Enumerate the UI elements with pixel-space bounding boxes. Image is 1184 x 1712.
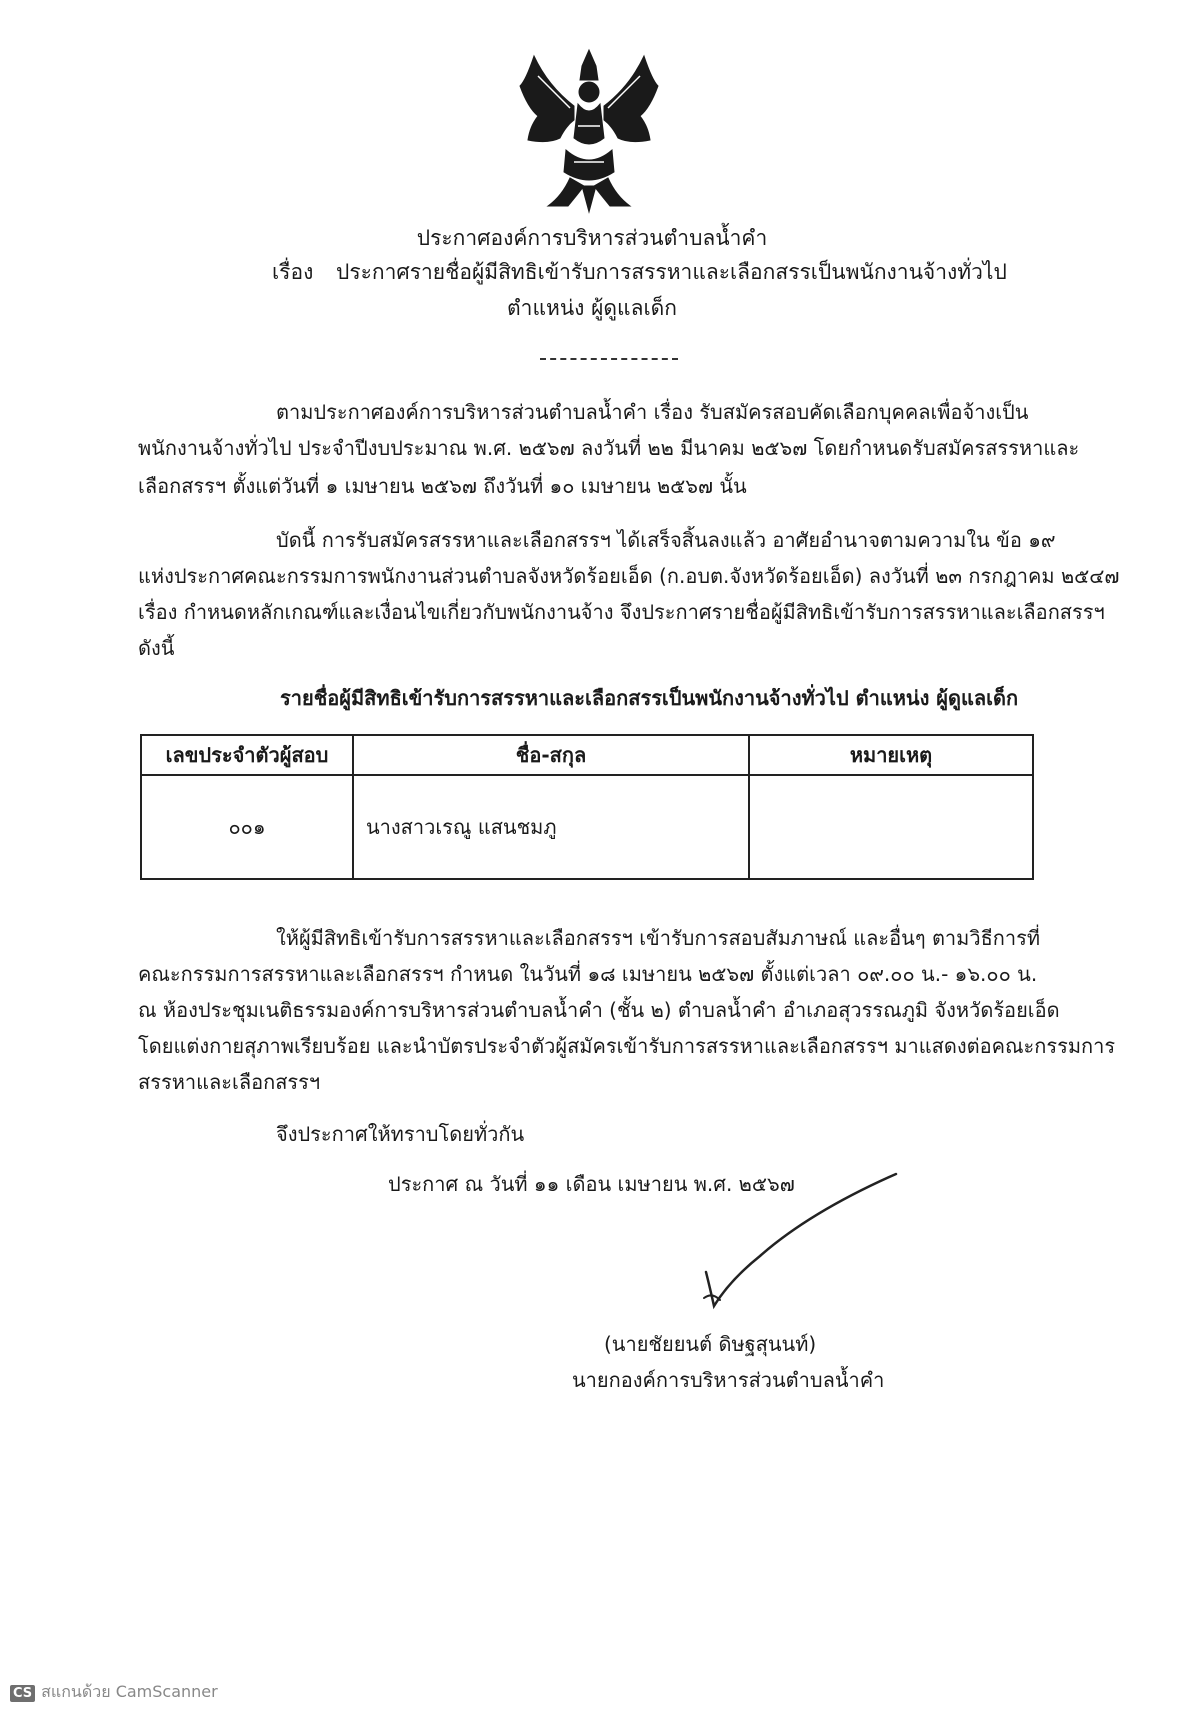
separator-line — [540, 358, 678, 360]
header-exam-id: เลขประจำตัวผู้สอบ — [141, 735, 353, 775]
header-remark: หมายเหตุ — [749, 735, 1033, 775]
paragraph-2-line-4: ดังนี้ — [138, 636, 175, 660]
paragraph-2-line-1: บัดนี้ การรับสมัครสรรหาและเลือกสรรฯ ได้เสร็จสิ้นลงแล้ว อาศัยอำนาจตามความใน ข้อ ๑๙ — [276, 528, 1056, 552]
subject-text: ประกาศรายชื่อผู้มีสิทธิเข้ารับการสรรหาและเลือกสรรเป็นพนักงานจ้างทั่วไป — [336, 260, 1007, 284]
paragraph-3-line-1: ให้ผู้มีสิทธิเข้ารับการสรรหาและเลือกสรรฯ เข้ารับการสอบสัมภาษณ์ และอื่นๆ ตามวิธีการที่ — [276, 926, 1041, 950]
header-full-name: ชื่อ-สกุล — [353, 735, 749, 775]
paragraph-2-line-3: เรื่อง กำหนดหลักเกณฑ์และเงื่อนไขเกี่ยวกับพนักงานจ้าง จึงประกาศรายชื่อผู้มีสิทธิเข้ารับการสรรหาและเลือกสรรฯ — [138, 600, 1105, 624]
handwritten-signature-icon — [690, 1160, 920, 1320]
paragraph-1-line-1: ตามประกาศองค์การบริหารส่วนตำบลน้ำคำ เรื่อง รับสมัครสอบคัดเลือกบุคคลเพื่อจ้างเป็น — [276, 400, 1029, 424]
paragraph-3-line-4: โดยแต่งกายสุภาพเรียบร้อย และนำบัตรประจำตัวผู้สมัครเข้ารับการสรรหาและเลือกสรรฯ มาแสดงต่อคณะกรรมการ — [138, 1034, 1116, 1058]
candidate-table — [140, 734, 1034, 880]
closing-statement: จึงประกาศให้ทราบโดยทั่วกัน — [276, 1122, 525, 1146]
cell-exam-id: ๐๐๑ — [141, 775, 353, 879]
paragraph-3-line-2: คณะกรรมการสรรหาและเลือกสรรฯ กำหนด ในวันที่ ๑๘ เมษายน ๒๕๖๗ ตั้งแต่เวลา ๐๙.๐๐ น.- ๑๖.๐๐ น. — [138, 962, 1038, 986]
subject-label: เรื่อง — [272, 260, 314, 284]
camscanner-logo-icon: CS — [10, 1685, 35, 1702]
paragraph-3-line-3: ณ ห้องประชุมเนติธรรมองค์การบริหารส่วนตำบลน้ำคำ (ชั้น ๒) ตำบลน้ำคำ อำเภอสุวรรณภูมิ จังหวัดร้อยเอ็ด — [138, 998, 1060, 1022]
camscanner-text: สแกนด้วย CamScanner — [41, 1682, 218, 1701]
paragraph-1-line-3: เลือกสรรฯ ตั้งแต่วันที่ ๑ เมษายน ๒๕๖๗ ถึงวันที่ ๑๐ เมษายน ๒๕๖๗ นั้น — [138, 474, 747, 498]
announcement-date: ประกาศ ณ วันที่ ๑๑ เดือน เมษายน พ.ศ. ๒๕๖๗ — [388, 1172, 795, 1196]
org-announcement-title: ประกาศองค์การบริหารส่วนตำบลน้ำคำ — [416, 226, 768, 250]
cell-full-name: นางสาวเรณู แสนชมภู — [353, 775, 749, 879]
list-title: รายชื่อผู้มีสิทธิเข้ารับการสรรหาและเลือกสรรเป็นพนักงานจ้างทั่วไป ตำแหน่ง ผู้ดูแลเด็ก — [280, 686, 1019, 710]
signatory-name: (นายชัยยนต์ ดิษฐสุนนท์) — [604, 1332, 817, 1356]
camscanner-watermark — [10, 1680, 218, 1705]
signatory-title: นายกองค์การบริหารส่วนตำบลน้ำคำ — [572, 1368, 885, 1392]
table-header-row — [141, 735, 1033, 775]
paragraph-2-line-2: แห่งประกาศคณะกรรมการพนักงานส่วนตำบลจังหวัดร้อยเอ็ด (ก.อบต.จังหวัดร้อยเอ็ด) ลงวันที่ ๒๓ กรกฎาคม ๒๕๔๗ — [138, 564, 1120, 588]
cell-remark — [749, 775, 1033, 879]
table-row — [141, 775, 1033, 879]
position-title: ตำแหน่ง ผู้ดูแลเด็ก — [507, 296, 677, 320]
paragraph-3-line-5: สรรหาและเลือกสรรฯ — [138, 1070, 321, 1094]
paragraph-1-line-2: พนักงานจ้างทั่วไป ประจำปีงบประมาณ พ.ศ. ๒๕๖๗ ลงวันที่ ๒๒ มีนาคม ๒๕๖๗ โดยกำหนดรับสมัครสรรหาและ — [138, 436, 1080, 460]
garuda-emblem-icon — [508, 46, 670, 216]
